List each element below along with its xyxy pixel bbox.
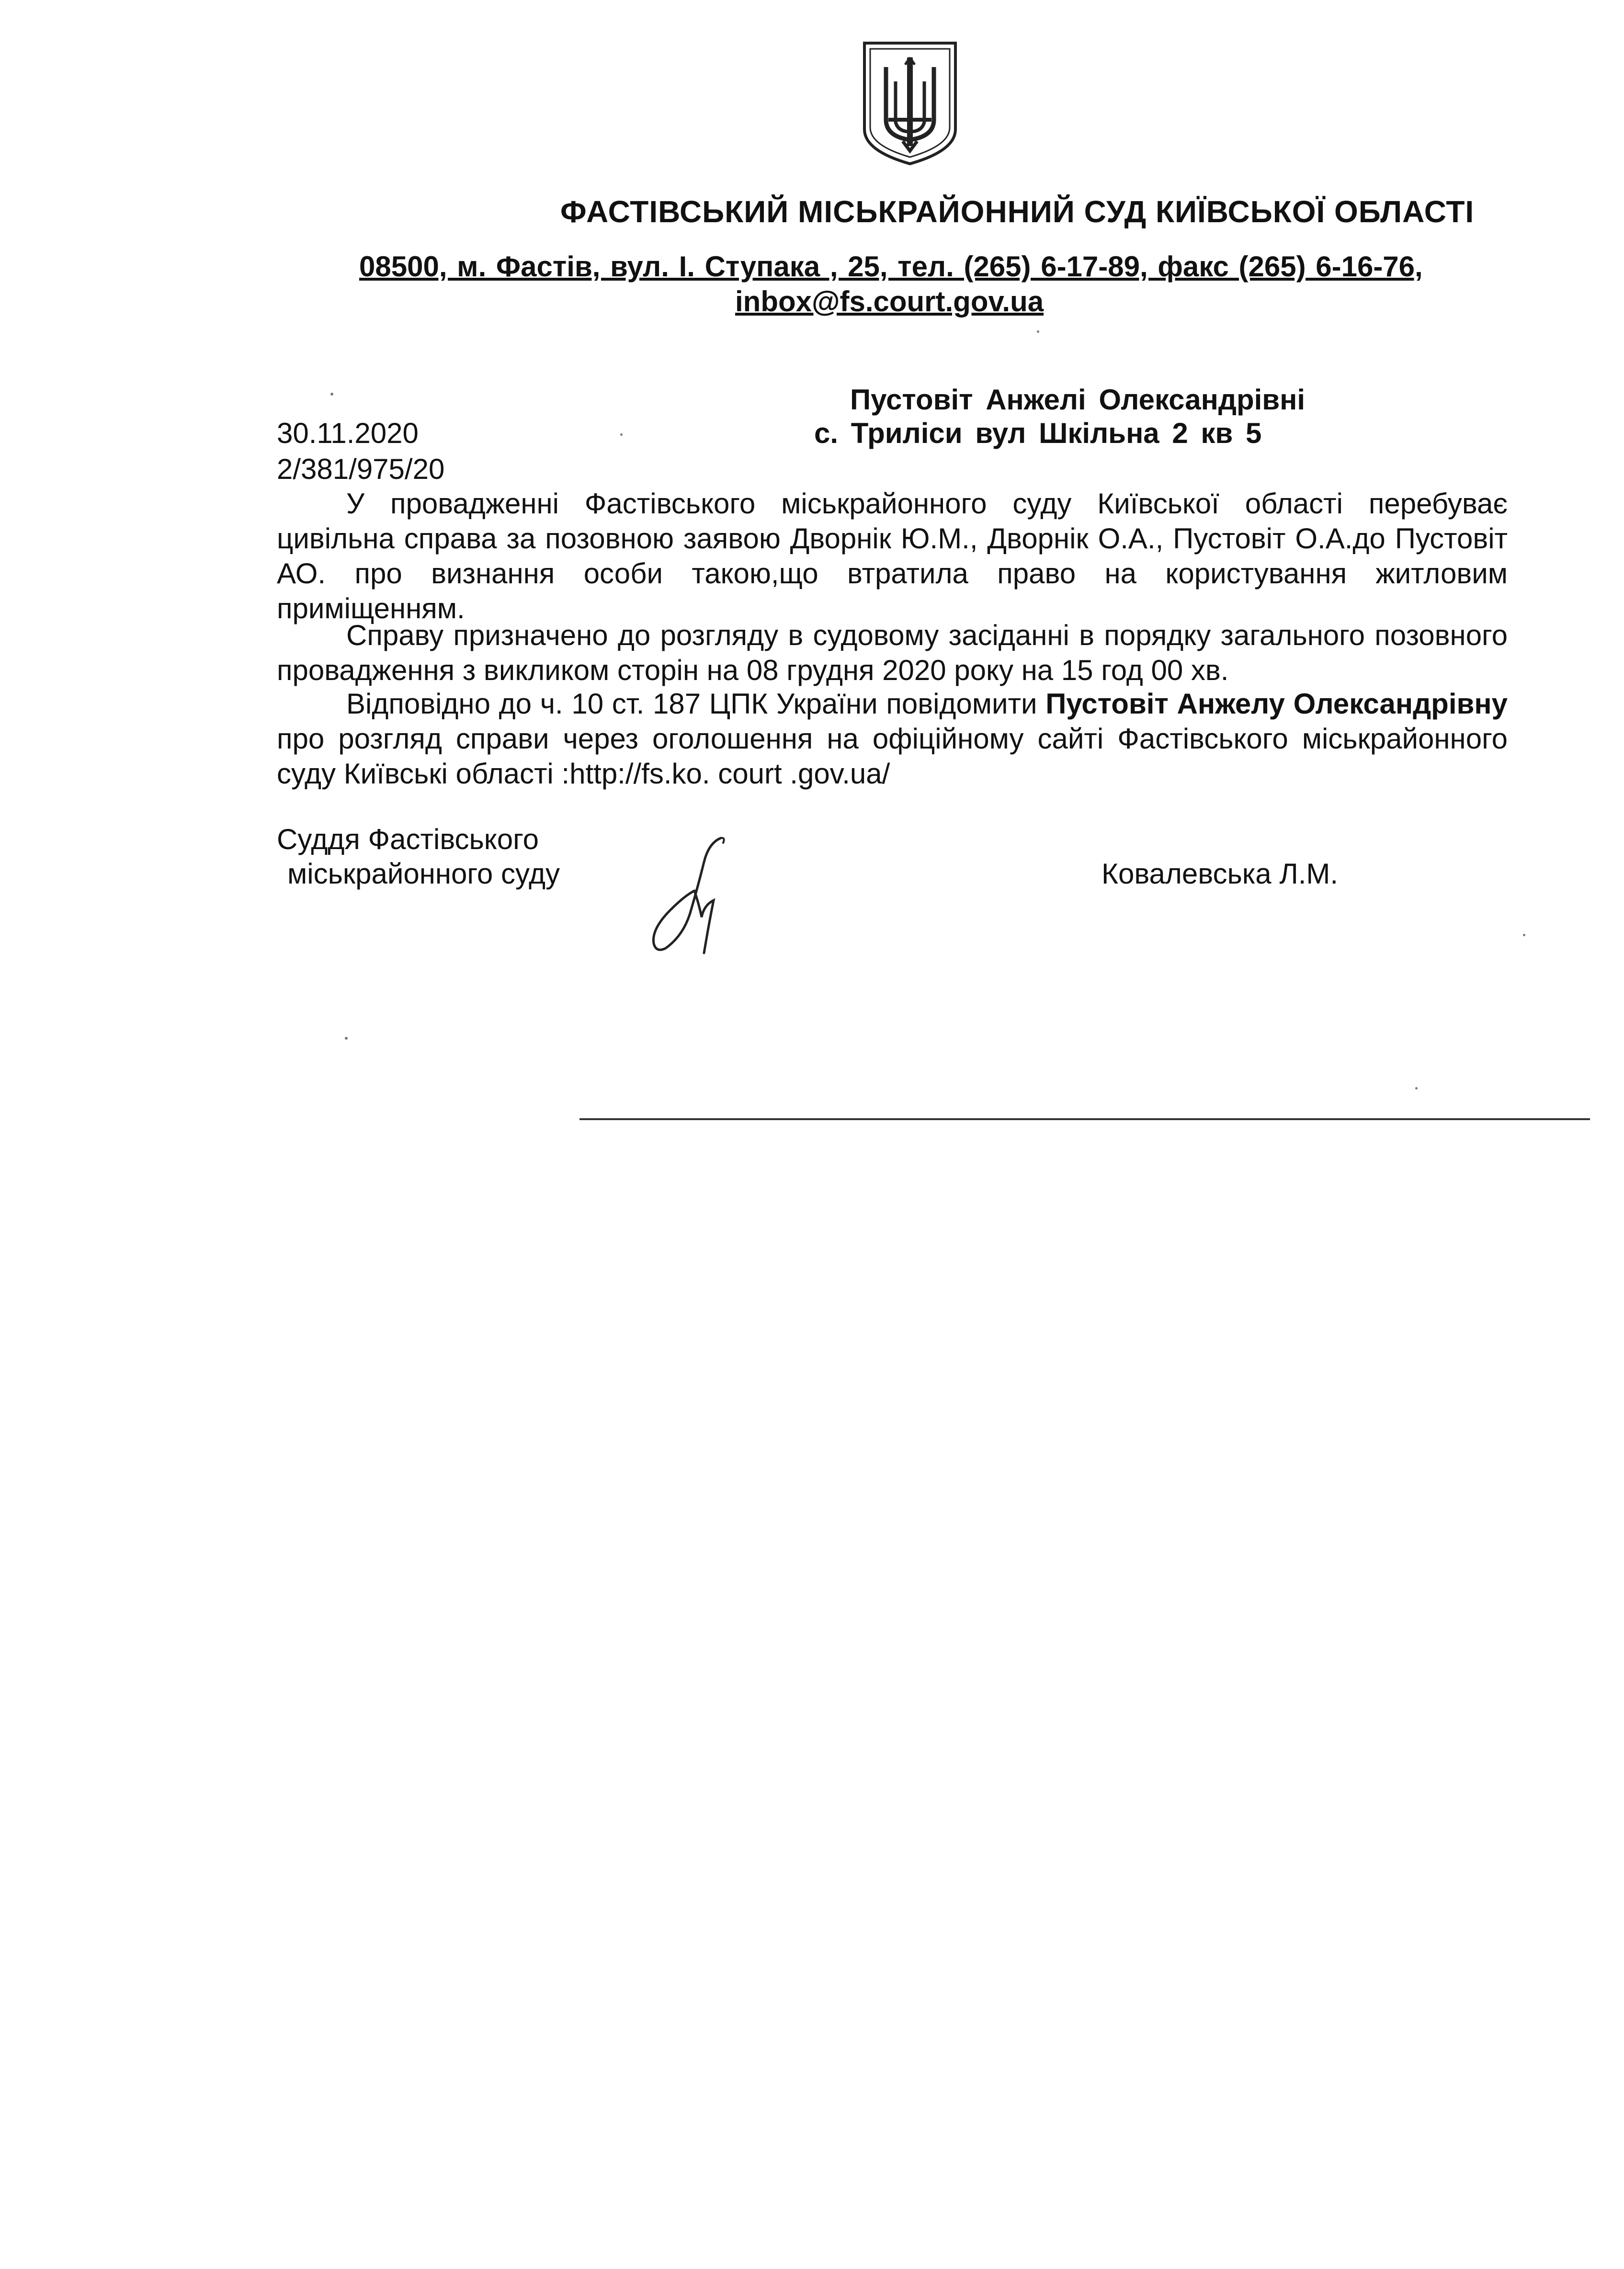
judge-name: Ковалевська Л.М. <box>1102 858 1339 890</box>
signer-title-line-2: міськрайонного суду <box>287 858 560 890</box>
scan-speck <box>345 1037 348 1040</box>
paragraph-text <box>277 686 1508 791</box>
court-address: 08500, м. Фастів, вул. І. Ступака , 25, тел. (265) 6-17-89, факс (265) 6-16-76, <box>359 250 1423 283</box>
scan-speck <box>620 433 623 436</box>
scan-speck <box>1415 1087 1418 1089</box>
signer-title-line-1: Суддя Фастівського <box>277 823 539 855</box>
scan-speck <box>1037 330 1039 333</box>
body-paragraph-1 <box>277 486 1508 626</box>
paragraph-text-end: про розгляд справи через оголошення на офіційному сайті Фастівського міськрайонного суду Київські області :http://fs.ko. court .gov.ua/ <box>277 723 1508 790</box>
paragraph-text-start: Відповідно до ч. 10 ст. 187 ЦПК України повідомити <box>346 688 1046 720</box>
bottom-divider <box>579 1118 1590 1120</box>
coat-of-arms-icon <box>860 38 960 168</box>
court-email: inbox@fs.court.gov.ua <box>735 285 1044 318</box>
signature-icon <box>637 833 747 958</box>
body-paragraph-3 <box>277 686 1508 791</box>
case-number: 2/381/975/20 <box>277 453 445 485</box>
paragraph-text: Справу призначено до розгляду в судовому засіданні в порядку загального позовного провадження з викликом сторін на 08 грудня 2020 року на 15 год 00 хв. <box>277 619 1508 686</box>
court-name: ФАСТІВСЬКИЙ МІСЬКРАЙОННИЙ СУД КИЇВСЬКОЇ ОБЛАСТІ <box>560 194 1475 229</box>
document-date: 30.11.2020 <box>277 417 419 449</box>
recipient-address: с. Триліси вул Шкільна 2 кв 5 <box>814 417 1262 449</box>
notified-person-name: Пустовіт Анжелу Олександрівну <box>1045 688 1508 720</box>
scan-speck <box>330 393 333 396</box>
paragraph-text: У провадженні Фастівського міськрайонного суду Київської області перебуває цивільна справа за позовною заявою Дворнік Ю.М., Дворнік О.А., Пустовіт О.А.до Пустовіт АО. про визнання особи такою,що втратила право на користування житловим приміщенням. <box>277 488 1508 624</box>
body-paragraph-2 <box>277 618 1508 688</box>
recipient-name: Пустовіт Анжелі Олександрівні <box>850 384 1306 416</box>
scan-speck <box>1523 934 1525 936</box>
